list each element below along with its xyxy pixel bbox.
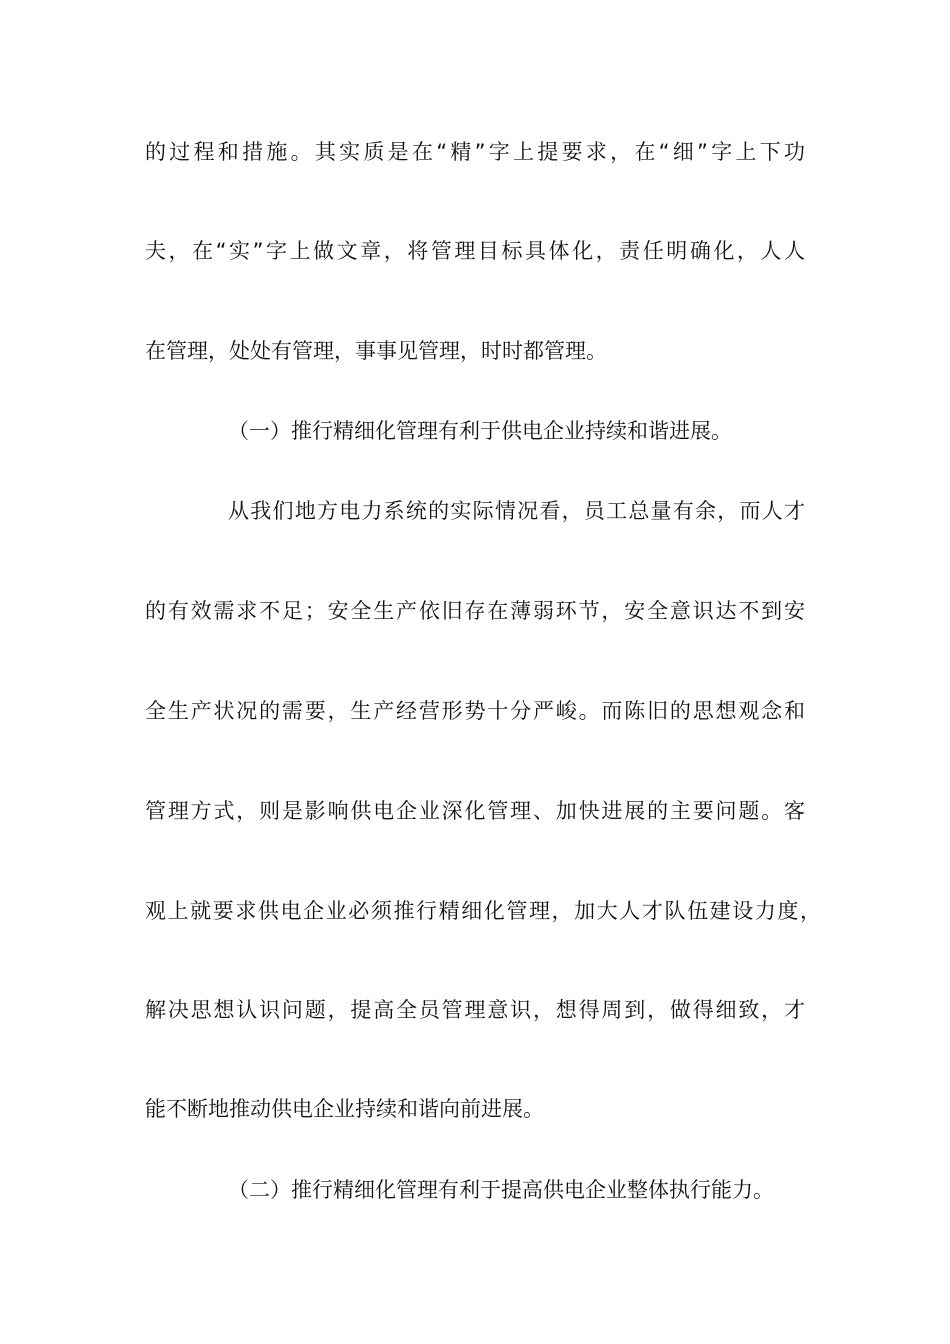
paragraph-line-6: 全生产状况的需要，生产经营形势十分严峻。而陈旧的思想观念和 bbox=[145, 699, 805, 723]
section-heading-1: （一）推行精细化管理有利于供电企业持续和谐进展。 bbox=[228, 419, 732, 443]
paragraph-line-1: 的过程和措施。其实质是在“精”字上提要求，在“细”字上下功 bbox=[145, 140, 805, 164]
paragraph-line-7: 管理方式，则是影响供电企业深化管理、加快进展的主要问题。客 bbox=[145, 799, 805, 823]
paragraph-line-9: 解决思想认识问题，提高全员管理意识，想得周到，做得细致，才 bbox=[145, 998, 805, 1022]
paragraph-line-2: 夫，在“实”字上做文章，将管理目标具体化，责任明确化，人人 bbox=[145, 239, 805, 263]
paragraph-line-8: 观上就要求供电企业必须推行精细化管理，加大人才队伍建设力度， bbox=[145, 899, 821, 923]
paragraph-line-10: 能不断地推动供电企业持续和谐向前进展。 bbox=[145, 1097, 544, 1121]
paragraph-line-3: 在管理，处处有管理，事事见管理，时时都管理。 bbox=[145, 339, 607, 363]
paragraph-line-4: 从我们地方电力系统的实际情况看，员工总量有余，而人才 bbox=[228, 499, 805, 523]
section-heading-2: （二）推行精细化管理有利于提高供电企业整体执行能力。 bbox=[228, 1178, 774, 1202]
paragraph-line-5: 的有效需求不足；安全生产依旧存在薄弱环节，安全意识达不到安 bbox=[145, 599, 805, 623]
